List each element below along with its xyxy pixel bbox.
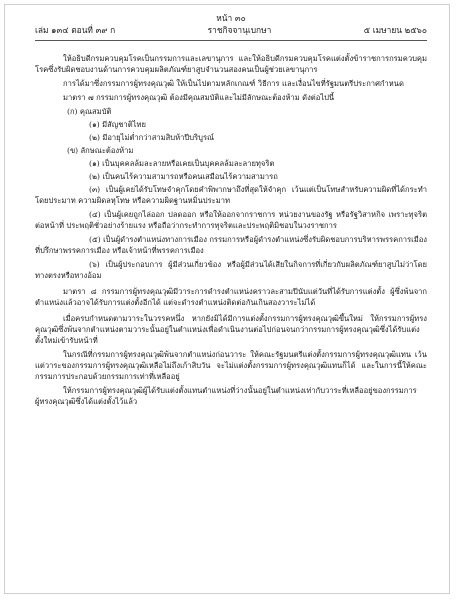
gazette-title: ราชกิจจานุเบกษา: [207, 25, 272, 35]
prohibition-item: (๔) เป็นผู้เคยถูกไล่ออก ปลดออก หรือให้ออกจากราชการ หน่วยงานของรัฐ หรือรัฐวิสาหกิจ เพราะทุจริตต่อหน้าที่ ประพฤติชั่วอย่างร้ายแรง หรือถือว่ากระทำการทุจริตและประพฤติมิชอบในวงราชการ: [35, 210, 427, 230]
page-number: หน้า ๓๐: [216, 13, 246, 23]
section-7: มาตรา ๗ กรรมการผู้ทรงคุณวุฒิ ต้องมีคุณสมบัติและไม่มีลักษณะต้องห้าม ดังต่อไปนี้: [63, 93, 335, 102]
paragraph-vacancy: ในกรณีที่กรรมการผู้ทรงคุณวุฒิพ้นจากตำแหน่งก่อนวาระ ให้คณะรัฐมนตรีแต่งตั้งกรรมการผู้ทรงคุณวุฒิแทน เว้นแต่วาระของกรรมการผู้ทรงคุณวุฒิเหลือไม่ถึงเก้าสิบวัน จะไม่แต่งตั้งกรรมการผู้ทรงคุณวุฒิแทนก็ได้ และในการนี้ให้คณะกรรมการประกอบด้วยกรรมการเท่าที่เหลืออยู่: [35, 350, 427, 381]
prohibitions-heading: (ข) ลักษณะต้องห้าม: [67, 146, 134, 155]
paragraph-replacement: ให้กรรมการผู้ทรงคุณวุฒิผู้ได้รับแต่งตั้งแทนตำแหน่งที่ว่างนั้นอยู่ในตำแหน่งเท่ากับวาระที่เหลืออยู่ของกรรมการผู้ทรงคุณวุฒิซึ่งได้แต่งตั้งไว้แล้ว: [35, 386, 417, 406]
qualifications-heading: (ก) คุณสมบัติ: [67, 107, 112, 116]
prohibition-item: (๒) เป็นคนไร้ความสามารถหรือคนเสมือนไร้ความสามารถ: [89, 172, 278, 181]
page-frame: [4, 4, 450, 594]
prohibition-item: (๖) เป็นผู้ประกอบการ ผู้มีส่วนเกี่ยวข้อง หรือผู้มีส่วนได้เสียในกิจการที่เกี่ยวกับผลิตภัณฑ์ยาสูบไม่ว่าโดยทางตรงหรือทางอ้อม: [35, 260, 427, 280]
paragraph-term-expiry: เมื่อครบกำหนดตามวาระในวรรคหนึ่ง หากยังมิได้มีการแต่งตั้งกรรมการผู้ทรงคุณวุฒิขึ้นใหม่ ให้กรรมการผู้ทรงคุณวุฒิซึ่งพ้นจากตำแหน่งตามวาระนั้นอยู่ในตำแหน่งเพื่อดำเนินงานต่อไปก่อนจนกว่ากรรมการผู้ทรงคุณวุฒิซึ่งได้รับแต่งตั้งใหม่เข้ารับหน้าที่: [35, 314, 427, 345]
qualification-item: (๒) มีอายุไม่ต่ำกว่าสามสิบห้าปีบริบูรณ์: [89, 133, 215, 142]
issue-date: ๕ เมษายน ๒๕๖๐: [363, 25, 427, 35]
prohibition-item: (๑) เป็นบุคคลล้มละลายหรือเคยเป็นบุคคลล้มละลายทุจริต: [89, 159, 275, 168]
section-8: มาตรา ๘ กรรมการผู้ทรงคุณวุฒิมีวาระการดำรงตำแหน่งคราวละสามปีนับแต่วันที่ได้รับการแต่งตั้ง ผู้ซึ่งพ้นจากตำแหน่งแล้วอาจได้รับการแต่งตั้งอีกได้ แต่จะดำรงตำแหน่งติดต่อกันเกินสองวาระไม่ได้: [35, 287, 427, 307]
qualification-item: (๑) มีสัญชาติไทย: [89, 120, 146, 129]
prohibition-item: (๕) เป็นผู้ดำรงตำแหน่งทางการเมือง กรรมการหรือผู้ดำรงตำแหน่งซึ่งรับผิดชอบการบริหารพรรคการเมือง ที่ปรึกษาพรรคการเมือง หรือเจ้าหน้าที่พรรคการเมือง: [35, 235, 428, 255]
volume-label: เล่ม ๑๓๔ ตอนที่ ๓๙ ก: [35, 25, 116, 35]
page-header: [35, 25, 427, 37]
prohibition-item: (๓) เป็นผู้เคยได้รับโทษจำคุกโดยคำพิพากษาถึงที่สุดให้จำคุก เว้นแต่เป็นโทษสำหรับความผิดที่ได้กระทำโดยประมาท ความผิดลหุโทษ หรือความผิดฐานหมิ่นประมาท: [35, 185, 427, 205]
header-divider: [35, 40, 427, 41]
paragraph-selection: การได้มาซึ่งกรรมการผู้ทรงคุณวุฒิ ให้เป็นไปตามหลักเกณฑ์ วิธีการ และเงื่อนไขที่รัฐมนตรีประกาศกำหนด: [63, 79, 404, 88]
paragraph-secretary: ให้อธิบดีกรมควบคุมโรคเป็นกรรมการและเลขานุการ และให้อธิบดีกรมควบคุมโรคแต่งตั้งข้าราชการกรมควบคุมโรคซึ่งรับผิดชอบงานด้านการควบคุมผลิตภัณฑ์ยาสูบจำนวนสองคนเป็นผู้ช่วยเลขานุการ: [35, 54, 427, 74]
gazette-page: [35, 13, 427, 410]
